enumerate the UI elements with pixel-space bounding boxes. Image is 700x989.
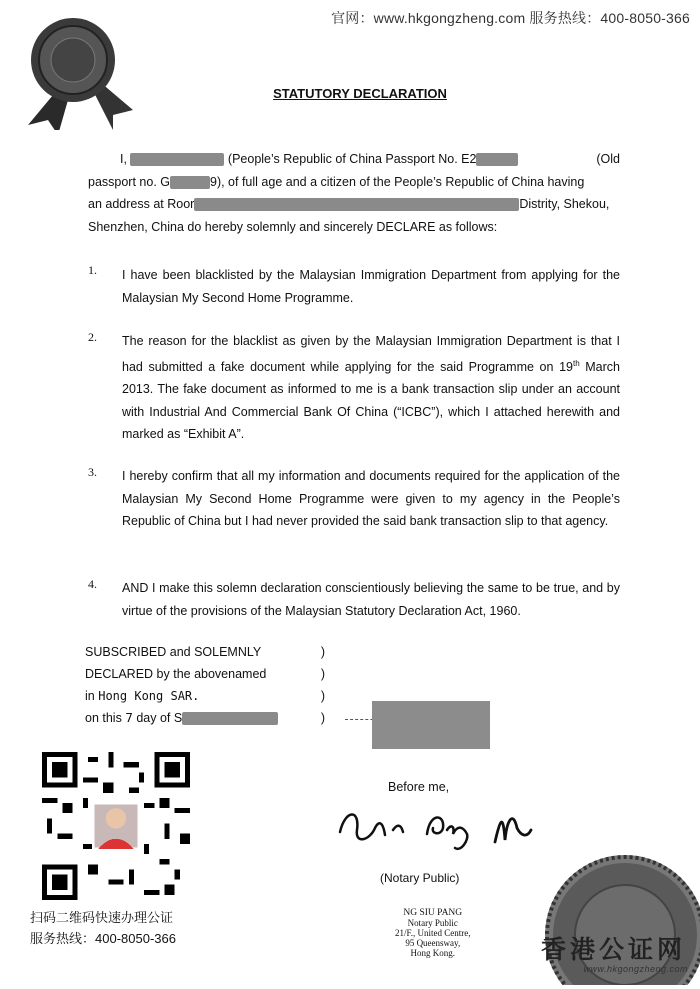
subscribed-block: SUBSCRIBED and SOLEMNLY ) DECLARED by the abovenamed ) in Hong Kong SAR. ) on this 7 day of S ) bbox=[85, 645, 325, 725]
notary-stamp: NG SIU PANG Notary Public 21/F., United Centre, 95 Queensway, Hong Kong. bbox=[395, 908, 471, 958]
qr-code[interactable] bbox=[42, 752, 190, 900]
item-2-text: The reason for the blacklist as given by the Malaysian Immigration Department is that I had submitted a fake document while applying for the said Programme on 19th March 2013. The fake document as informed to me is a bank transaction slip under an account with Industrial And Commercial Bank Of China (“ICBC”), which I attached herewith and marked as “Exhibit A”. bbox=[122, 334, 621, 442]
item-3-text: I hereby confirm that all my information and documents required for the application of the Malaysian My Second Home Programme were given to my agency in the People’s Republic of China but I had never provided the said bank transaction slip to that agency. bbox=[122, 469, 620, 528]
redacted-name bbox=[130, 153, 224, 166]
item-2-number: 2. bbox=[88, 330, 97, 344]
watermark-url: www.hkgongzheng.com bbox=[583, 964, 688, 974]
item-1-number: 1. bbox=[88, 263, 97, 277]
qr-caption: 扫码二维码快速办理公证 服务热线：400-8050-366 bbox=[30, 910, 176, 946]
notary-public-label: (Notary Public) bbox=[380, 871, 460, 885]
seal-top-left bbox=[18, 10, 138, 130]
item-4-text: AND I make this solemn declaration conscientiously believing the same to be true, and by virtue of the provisions of the Malaysian Statutory Declaration Act, 1960. bbox=[122, 581, 620, 618]
notary-signature bbox=[335, 800, 550, 860]
item-3-number: 3. bbox=[88, 465, 97, 479]
item-1-text: I have been blacklisted by the Malaysian Immigration Department from applying for the Malaysian My Second Home Programme. bbox=[122, 268, 620, 305]
document-title: STATUTORY DECLARATION bbox=[273, 86, 447, 101]
redacted-signature bbox=[372, 701, 490, 749]
intro-paragraph: I, (People’s Republic of China Passport No. E2 (Old passport no. G 9), of full age and a citizen of the People’s Republic of China having an address at Roor Distrity, Shekou, Shenzhen, China do hereby solemnly and sincerely DECLARE as follows: bbox=[88, 152, 620, 234]
before-me-label: Before me, bbox=[388, 780, 450, 794]
redacted-address bbox=[194, 198, 519, 211]
item-4-number: 4. bbox=[88, 577, 97, 591]
watermark-logo: 香港公证网 bbox=[540, 935, 686, 964]
redacted-date bbox=[182, 712, 278, 725]
header-contact: 官网：www.hkgongzheng.com 服务热线：400-8050-366 bbox=[331, 10, 690, 26]
redacted-passport bbox=[476, 153, 518, 166]
redacted-old-passport bbox=[170, 176, 210, 189]
